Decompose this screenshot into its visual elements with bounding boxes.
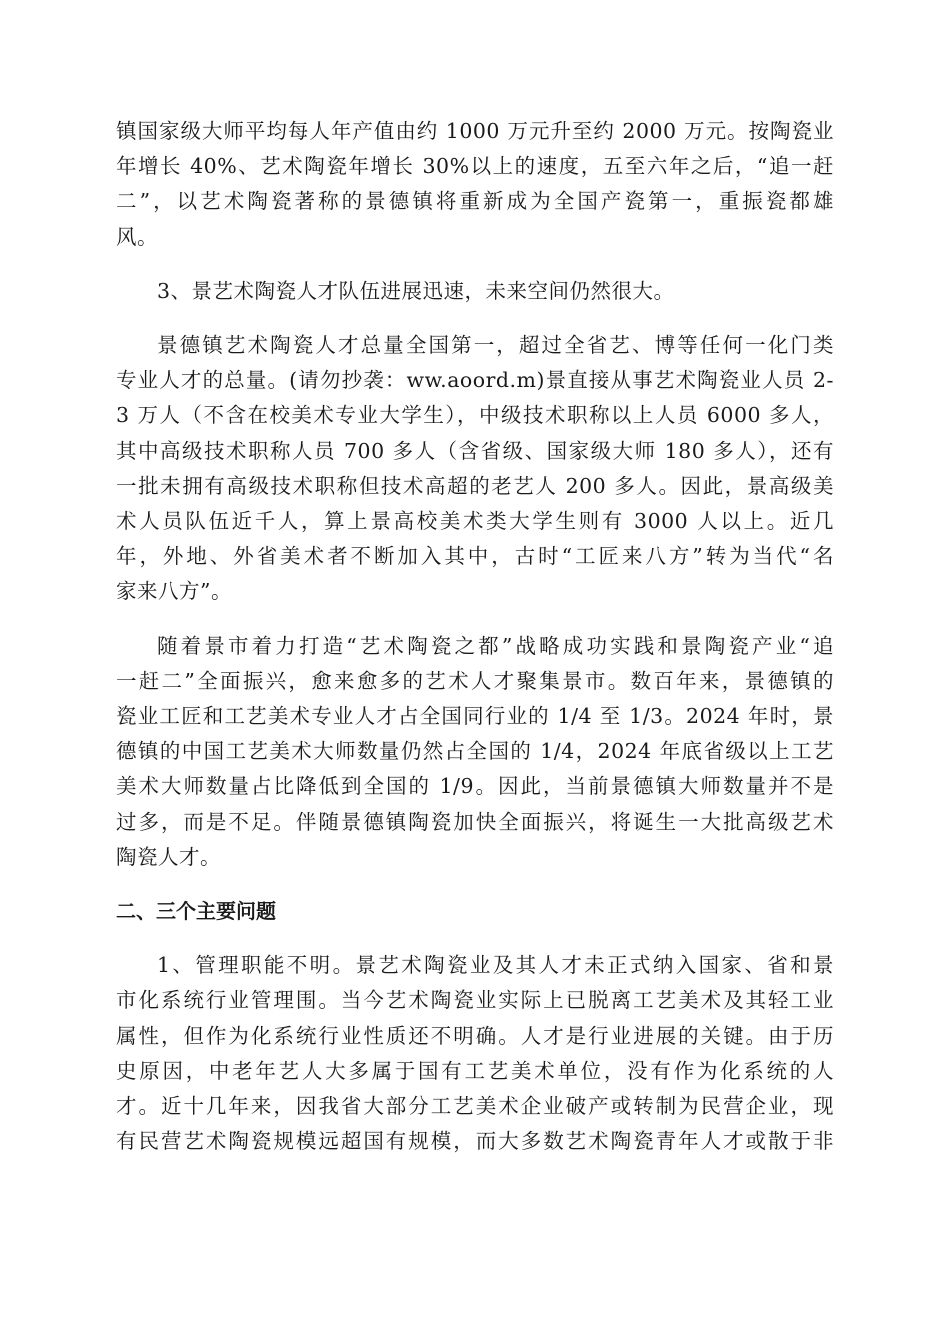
text-line: 镇国家级大师平均每人年产值由约 1000 万元升至约 2000 万元。按陶瓷业 (116, 119, 834, 143)
paragraph-talent-total (116, 328, 834, 610)
text-line: 随着景市着力打造“艺术陶瓷之都”战略成功实践和景陶瓷产业“追 (157, 633, 834, 658)
text-line: 3、景艺术陶瓷人才队伍进展迅速，未来空间仍然很大。 (157, 278, 675, 303)
paragraph-talent-gathering (116, 629, 834, 875)
text-line: 3 万人（不含在校美术专业大学生），中级技术职称以上人员 6000 多人， (116, 403, 834, 428)
text-line: 术人员队伍近千人，算上景高校美术类大学生则有 3000 人以上。近几 (116, 509, 834, 534)
text-line: 瓷业工匠和工艺美术专业人才占全国同行业的 1/4 至 1/3。2024 年时，景 (116, 704, 834, 729)
text-line: 陶瓷人才。 (116, 844, 221, 869)
text-line: 二”，以艺术陶瓷著称的景德镇将重新成为全国产瓷第一，重振瓷都雄 (116, 189, 834, 214)
section-heading: 二、三个主要问题 (116, 899, 276, 924)
text-line: 年增长 40%、艺术陶瓷年增长 30%以上的速度，五至六年之后，“追一赶 (116, 154, 834, 179)
document-page (116, 114, 834, 1159)
text-line: 美术大师数量占比降低到全国的 1/9。因此，当前景德镇大师数量并不是 (116, 774, 834, 799)
text-line: 1、管理职能不明。景艺术陶瓷业及其人才未正式纳入国家、省和景 (157, 953, 834, 978)
text-line: 年，外地、外省美术者不断加入其中，古时“工匠来八方”转为当代“名 (116, 544, 834, 569)
text-line: 专业人才的总量。(请勿抄袭：ww.aoord.m)景直接从事艺术陶瓷业人员 2- (116, 368, 834, 393)
paragraph-output-value (116, 114, 834, 255)
text-line: 过多，而是不足。伴随景德镇陶瓷加快全面振兴，将诞生一大批高级艺术 (116, 809, 834, 834)
text-line: 其中高级技术职称人员 700 多人（含省级、国家级大师 180 多人），还有 (116, 438, 834, 463)
text-line: 一批未拥有高级技术职称但技术高超的老艺人 200 多人。因此，景高级美 (116, 473, 834, 498)
text-line: 景德镇艺术陶瓷人才总量全国第一，超过全省艺、博等任何一化门类 (157, 333, 834, 358)
text-line: 一赶二”全面振兴，愈来愈多的艺术人才聚集景市。数百年来，景德镇的 (116, 668, 834, 693)
text-line: 风。 (116, 224, 158, 249)
text-line: 有民营艺术陶瓷规模远超国有规模，而大多数艺术陶瓷青年人才或散于非 (116, 1129, 834, 1154)
text-line: 市化系统行业管理围。当今艺术陶瓷业实际上已脱离工艺美术及其轻工业 (116, 988, 834, 1013)
paragraph-management-issue (116, 948, 834, 1159)
text-line: 家来八方”。 (116, 579, 232, 604)
text-line: 德镇的中国工艺美术大师数量仍然占全国的 1/4，2024 年底省级以上工艺 (116, 739, 834, 764)
text-line: 属性，但作为化系统行业性质还不明确。人才是行业进展的关键。由于历 (116, 1023, 834, 1048)
text-line: 史原因，中老年艺人大多属于国有工艺美术单位，没有作为化系统的人 (116, 1058, 834, 1083)
text-line: 才。近十几年来，因我省大部分工艺美术企业破产或转制为民营企业，现 (116, 1094, 834, 1119)
paragraph-talent-subheading (116, 274, 834, 309)
